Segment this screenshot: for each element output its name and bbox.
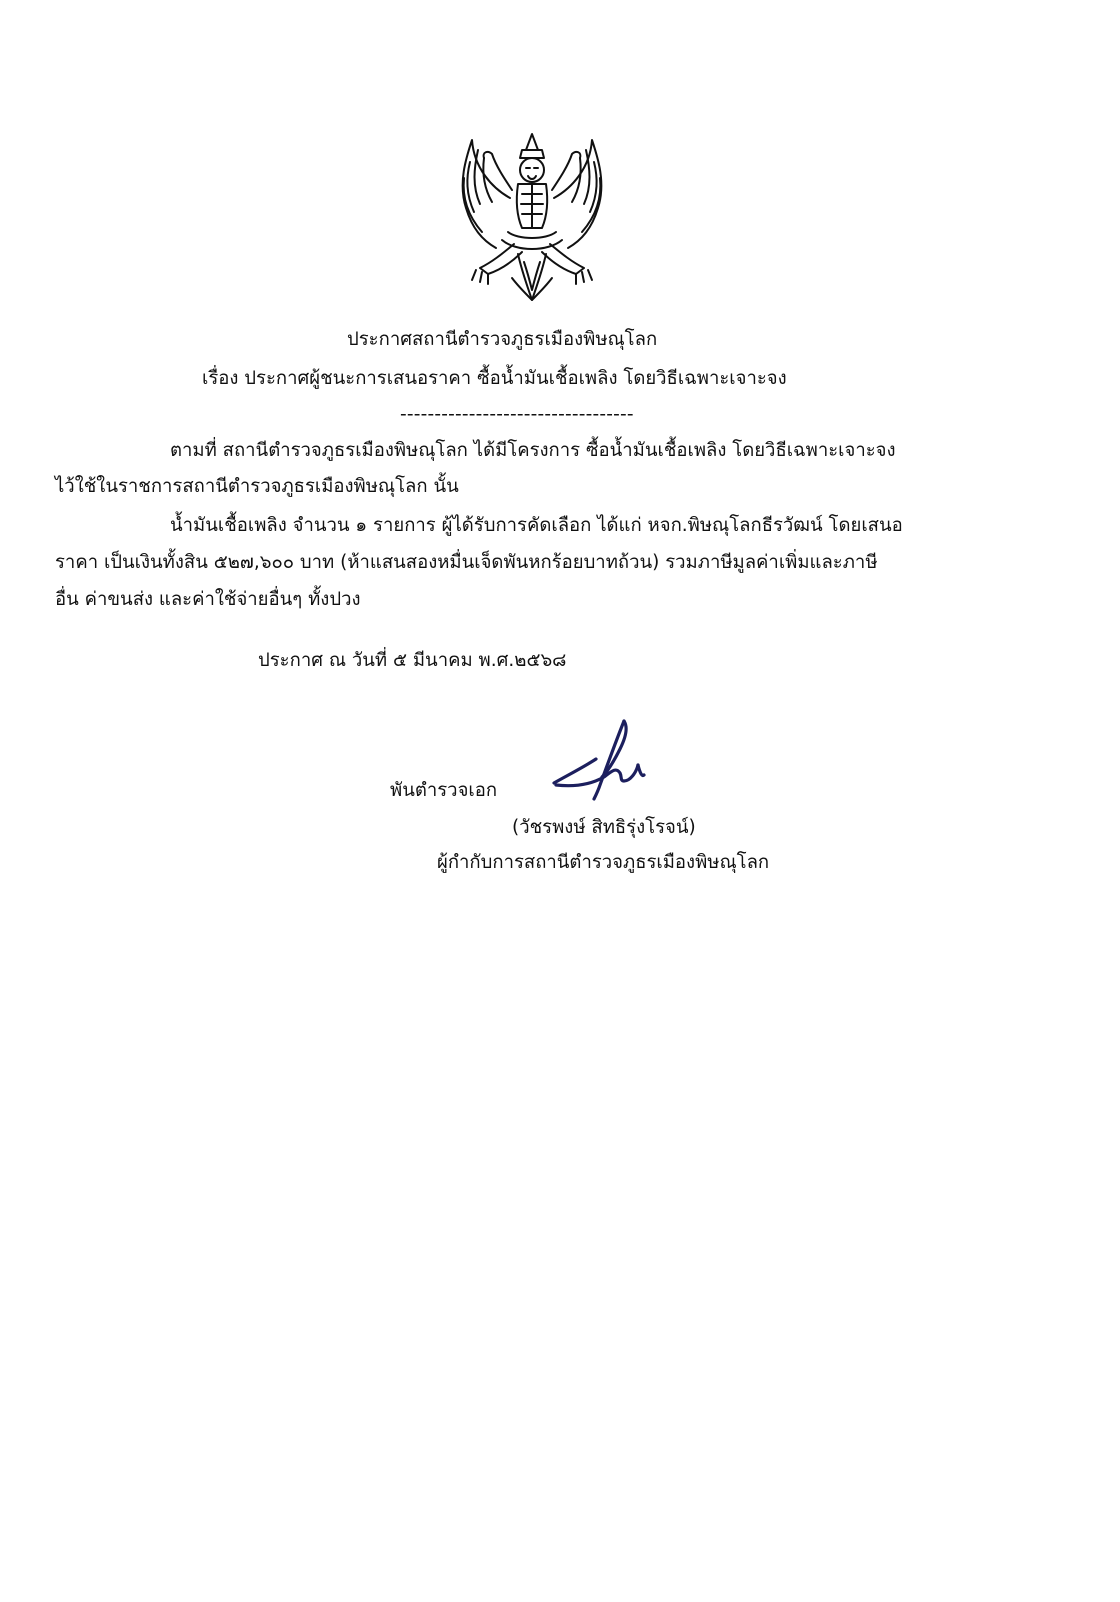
header-divider: ---------------------------------- [400,404,634,425]
garuda-emblem-icon [452,128,612,308]
paragraph-2-line-3: อื่น ค่าขนส่ง และค่าใช้จ่ายอื่นๆ ทั้งปวง [55,589,361,610]
signatory-position: ผู้กำกับการสถานีตำรวจภูธรเมืองพิษณุโลก [437,852,770,873]
paragraph-2-line-1: น้ำมันเชื้อเพลิง จำนวน ๑ รายการ ผู้ได้รับการคัดเลือก ได้แก่ หจก.พิษณุโลกธีรวัฒน์ โดยเสนอ [170,515,903,536]
announcement-subject: เรื่อง ประกาศผู้ชนะการเสนอราคา ซื้อน้ำมันเชื้อเพลิง โดยวิธีเฉพาะเจาะจง [202,368,787,389]
paragraph-2-line-2: ราคา เป็นเงินทั้งสิน ๕๒๗,๖๐๐ บาท (ห้าแสนสองหมื่นเจ็ดพันหกร้อยบาทถ้วน) รวมภาษีมูลค่าเพิ่มและภาษี [55,552,878,573]
paragraph-1-line-2: ไว้ใช้ในราชการสถานีตำรวจภูธรเมืองพิษณุโลก นั้น [55,476,459,497]
signatory-name: (วัชรพงษ์ สิทธิรุ่งโรจน์) [512,817,696,838]
announcement-title: ประกาศสถานีตำรวจภูธรเมืองพิษณุโลก [347,329,658,350]
announcement-date: ประกาศ ณ วันที่ ๕ มีนาคม พ.ศ.๒๕๖๘ [258,650,567,671]
paragraph-1-line-1: ตามที่ สถานีตำรวจภูธรเมืองพิษณุโลก ได้มีโครงการ ซื้อน้ำมันเชื้อเพลิง โดยวิธีเฉพาะเจาะจง [170,440,896,461]
handwritten-signature-icon [550,715,655,805]
signatory-rank: พันตำรวจเอก [390,780,498,801]
